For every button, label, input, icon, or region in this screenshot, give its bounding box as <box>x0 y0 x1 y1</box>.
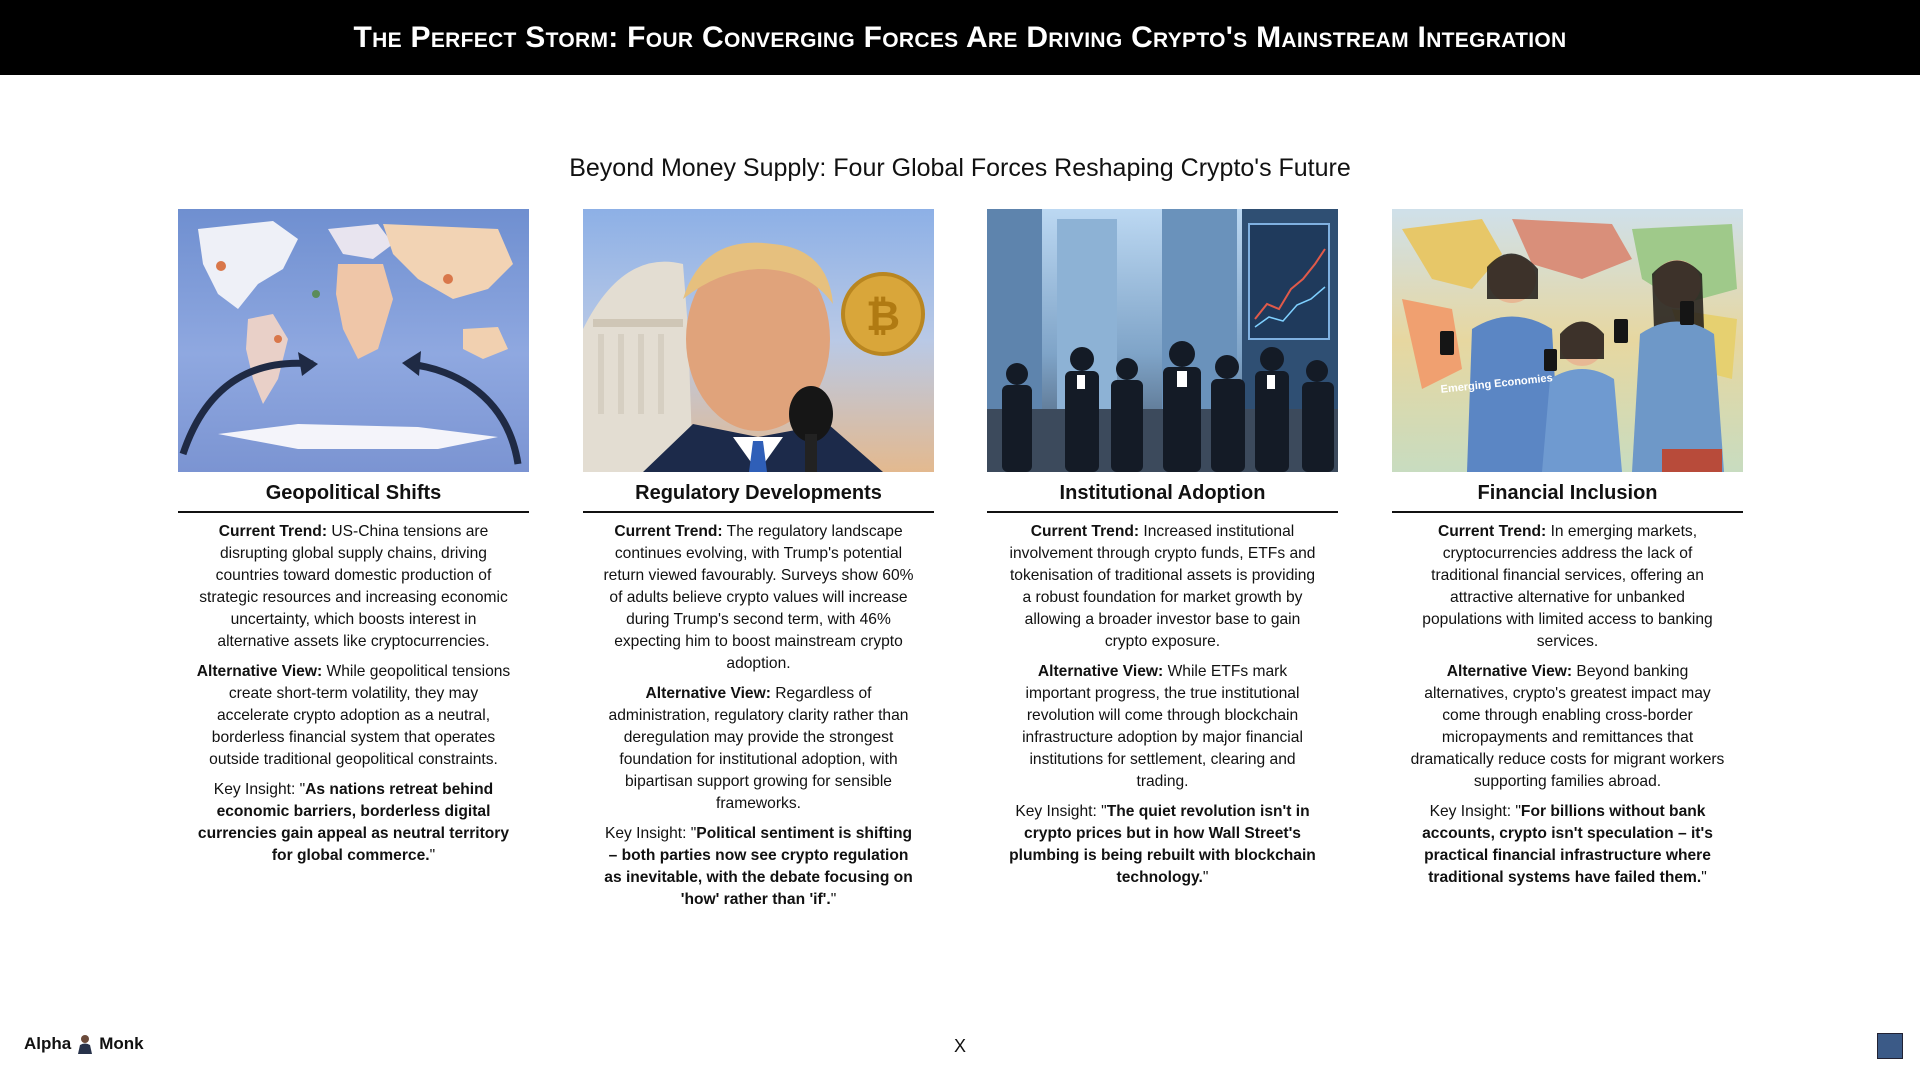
current-trend: Current Trend: In emerging markets, cryptocurrencies address the lack of traditional financial services, offering an attractive alternative for unbanked populations with limited access to banking services. <box>1422 523 1713 650</box>
logo-text-alpha: Alpha <box>24 1034 72 1053</box>
shirt-caption: Emerging Economies <box>1440 372 1554 396</box>
key-insight: Key Insight: "As nations retreat behind economic barriers, borderless digital currencies gain appeal as neutral territory for global commerce." <box>197 781 510 864</box>
alpha-monk-logo <box>24 1034 144 1054</box>
corner-thumbnail-icon <box>1877 1033 1903 1059</box>
person-icon <box>77 1034 93 1054</box>
world-map-arrows-image <box>178 209 529 472</box>
alternative-view: Alternative View: Beyond banking alternatives, crypto's greatest impact may come through enabling cross-border micropayments and remittances that dramatically reduce costs for migrant workers supporting families abroad. <box>1410 663 1725 790</box>
key-insight: Key Insight: "For billions without bank accounts, crypto isn't speculation – it's practical financial infrastructure where traditional systems have failed them." <box>1422 803 1713 886</box>
card-institutional-adoption <box>987 209 1338 897</box>
alternative-view: Alternative View: While ETFs mark important progress, the true institutional revolution will come through blockchain infrastructure adoption by major financial institutions for settlement, clearing and trading. <box>1022 663 1303 790</box>
title-bar <box>0 0 1920 75</box>
card-geopolitical-shifts <box>178 209 529 875</box>
current-trend: Current Trend: Increased institutional involvement through crypto funds, ETFs and tokenisation of traditional assets is providing a robust foundation for market growth by allowing a broader investor base to gain crypto exposure. <box>1009 523 1316 650</box>
svg-text:₿: ₿ <box>865 291 901 340</box>
card-title: Regulatory Developments <box>583 482 934 513</box>
alternative-view: Alternative View: While geopolitical tensions create short-term volatility, they may accelerate crypto adoption as a neutral, borderless financial system that operates outside traditional geopolitical constraints. <box>196 663 511 768</box>
card-title: Geopolitical Shifts <box>178 482 529 513</box>
business-people-city-image <box>987 209 1338 472</box>
page-title: The Perfect Storm: Four Converging Forces Are Driving Crypto's Mainstream Integration <box>353 20 1567 54</box>
card-regulatory-developments <box>583 209 934 919</box>
alternative-view: Alternative View: Regardless of administration, regulatory clarity rather than deregulation may provide the strongest foundation for institutional adoption, with bipartisan support growing for sensible frameworks. <box>608 685 909 812</box>
current-trend: Current Trend: US-China tensions are disrupting global supply chains, driving countries toward domestic production of strategic resources and increasing economic uncertainty, which boosts interest in alternative assets like cryptocurrencies. <box>199 523 508 650</box>
key-insight: Key Insight: "Political sentiment is shifting – both parties now see crypto regulation as inevitable, with the debate focusing on 'how' rather than 'if'." <box>604 825 913 908</box>
current-trend: Current Trend: The regulatory landscape continues evolving, with Trump's potential return viewed favourably. Surveys show 60% of adults believe crypto values will increase during Trump's second term, with 46% expecting him to boost mainstream crypto adoption. <box>603 523 914 672</box>
key-insight: Key Insight: "The quiet revolution isn't in crypto prices but in how Wall Street's plumbing is being rebuilt with blockchain technology." <box>1009 803 1316 886</box>
logo-text-monk: Monk <box>99 1034 144 1053</box>
card-financial-inclusion <box>1392 209 1743 897</box>
capitol-speaker-bitcoin-image <box>583 209 934 472</box>
page-subtitle: Beyond Money Supply: Four Global Forces Reshaping Crypto's Future <box>569 154 1351 182</box>
page-number: X <box>953 1036 966 1056</box>
card-title: Institutional Adoption <box>987 482 1338 513</box>
card-title: Financial Inclusion <box>1392 482 1743 513</box>
people-phones-map-image <box>1392 209 1743 472</box>
